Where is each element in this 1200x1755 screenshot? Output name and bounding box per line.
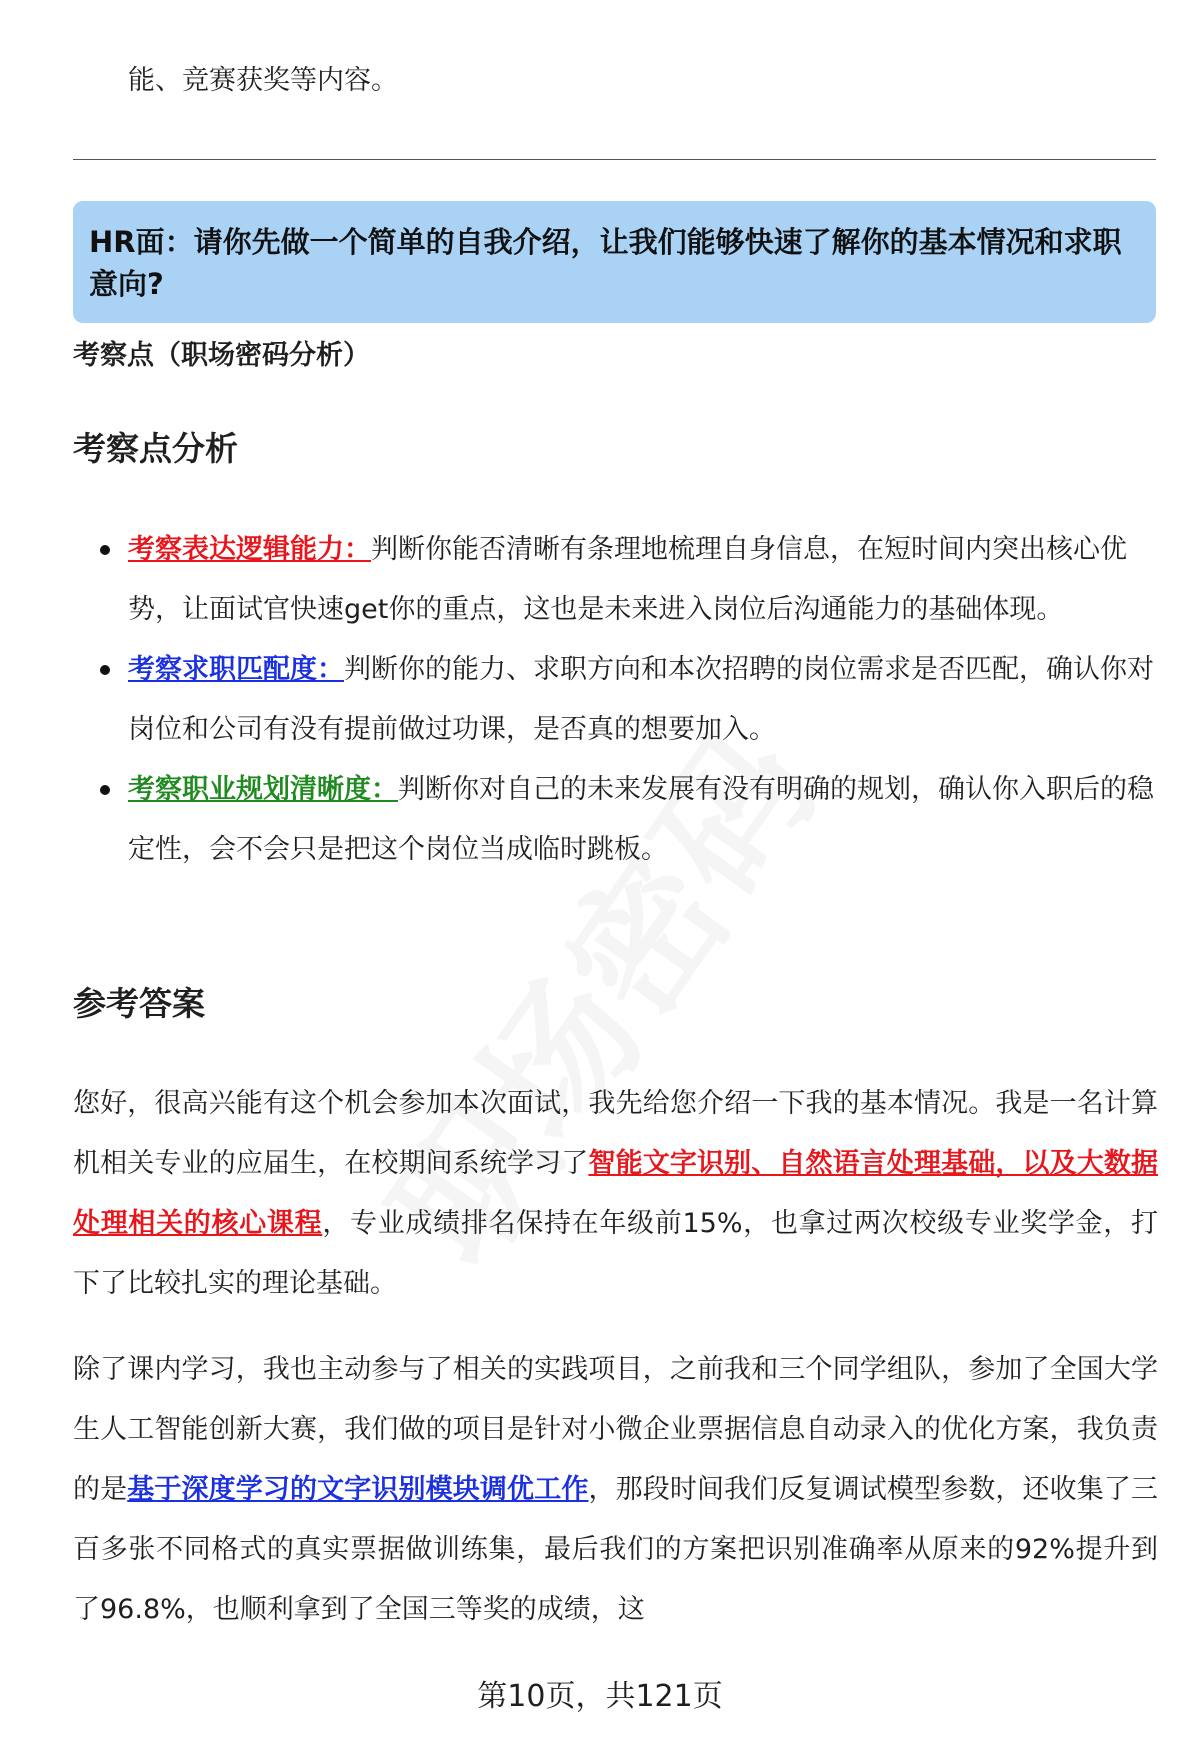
answer-text: ，那段时间我们反复调试模型参数，还收集了三百多张不同格式的真实票据做训练集，最后我们的方案把识别准确率从原来的92%提升到了96.8%，也顺利拿到了全国三等奖的成绩，这 xyxy=(73,1474,1159,1625)
answer-text: ，专业成绩排名保持在年级前15%，也拿过两次校级专业奖学金，打下了比较扎实的理论基础。 xyxy=(73,1208,1159,1299)
sub-heading: 考察点（职场密码分析） xyxy=(73,340,370,371)
answer-text: 除了课内学习，我也主动参与了相关的实践项目，之前我和三个同学组队，参加了全国大学生人工智能创新大赛，我们做的项目是针对小微企业票据信息自动录入的优化方案，我负责的是 xyxy=(73,1354,1158,1505)
analysis-item-label: 考察职业规划清晰度： xyxy=(128,774,398,805)
question-text: HR面：请你先做一个简单的自我介绍，让我们能够快速了解你的基本情况和求职意向? xyxy=(89,225,1122,301)
analysis-item xyxy=(128,520,1158,640)
analysis-item xyxy=(128,760,1158,880)
analysis-title: 考察点分析 xyxy=(73,429,238,468)
question-box xyxy=(73,201,1156,323)
answer-highlight: 智能文字识别、自然语言处理基础，以及大数据处理相关的核心课程 xyxy=(73,1148,1159,1239)
analysis-item-text: 判断你的能力、求职方向和本次招聘的岗位需求是否匹配，确认你对岗位和公司有没有提前做过功课，是否真的想要加入。 xyxy=(128,654,1154,745)
answer-highlight: 基于深度学习的文字识别模块调优工作 xyxy=(127,1474,589,1505)
answer-paragraph-2 xyxy=(73,1340,1158,1640)
analysis-item-label: 考察求职匹配度： xyxy=(128,654,344,685)
analysis-item xyxy=(128,640,1158,760)
divider xyxy=(73,159,1156,160)
analysis-item-text: 判断你能否清晰有条理地梳理自身信息，在短时间内突出核心优势，让面试官快速get你的重点，这也是未来进入岗位后沟通能力的基础体现。 xyxy=(128,534,1127,625)
answer-title: 参考答案 xyxy=(73,984,205,1023)
continuation-text: 能、竞赛获奖等内容。 xyxy=(128,65,398,96)
analysis-item-text: 判断你对自己的未来发展有没有明确的规划，确认你入职后的稳定性，会不会只是把这个岗位当成临时跳板。 xyxy=(128,774,1154,865)
analysis-item-label: 考察表达逻辑能力： xyxy=(128,534,371,565)
answer-text: 您好，很高兴能有这个机会参加本次面试，我先给您介绍一下我的基本情况。我是一名计算机相关专业的应届生，在校期间系统学习了 xyxy=(73,1088,1158,1179)
page-footer: 第10页，共121页 xyxy=(477,1679,723,1714)
analysis-list xyxy=(128,520,1158,880)
answer-paragraph-1 xyxy=(73,1074,1158,1314)
